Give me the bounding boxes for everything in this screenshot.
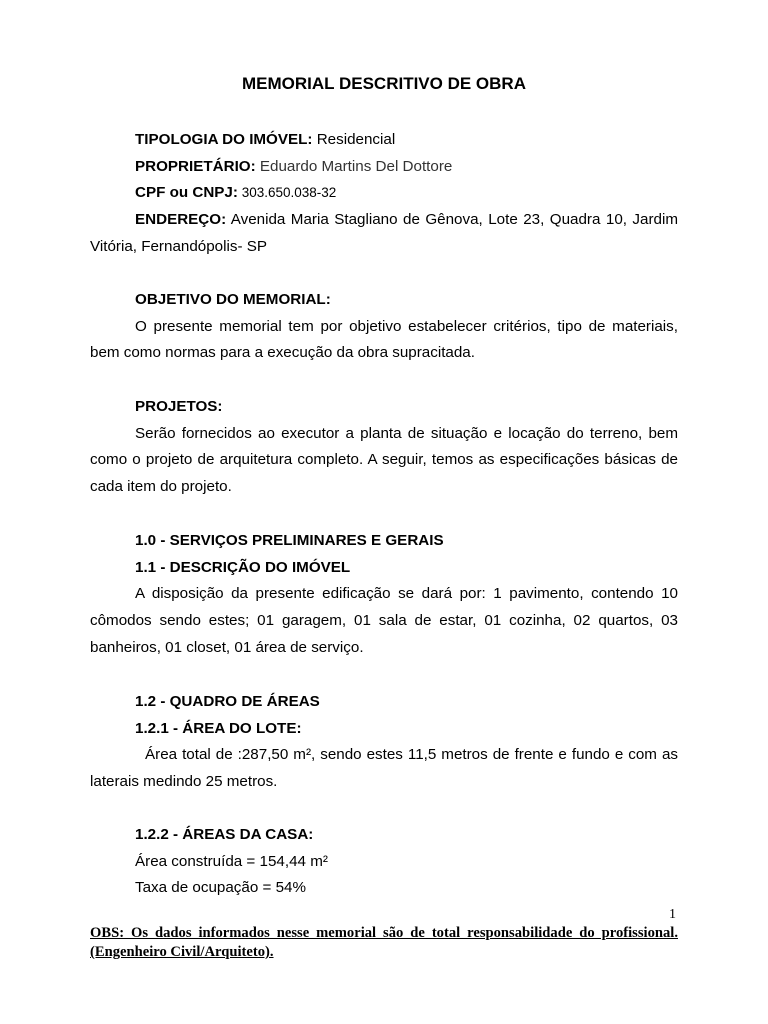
taxa-ocupacao: Taxa de ocupação = 54% bbox=[135, 879, 306, 897]
lote-heading: 1.2.1 - ÁREA DO LOTE: bbox=[135, 719, 302, 737]
area-construida: Área construída = 154,44 m² bbox=[135, 852, 328, 870]
cpf-label: CPF ou CNPJ: bbox=[135, 184, 238, 202]
property-info bbox=[90, 127, 678, 261]
areas-casa-section bbox=[90, 822, 678, 902]
objetivo-section bbox=[90, 287, 678, 367]
servicos-heading: 1.0 - SERVIÇOS PRELIMINARES E GERAIS bbox=[135, 532, 444, 549]
projetos-heading: PROJETOS: bbox=[135, 398, 223, 415]
cpf-line bbox=[90, 180, 678, 207]
descricao-heading: 1.1 - DESCRIÇÃO DO IMÓVEL bbox=[135, 558, 351, 576]
projetos-section bbox=[90, 394, 678, 501]
lote-text: Área total de :287,50 m², sendo estes 11,5 metros de frente e fundo e com as laterais medindo 25 metros. bbox=[90, 746, 678, 791]
document-title: MEMORIAL DESCRITIVO DE OBRA bbox=[242, 74, 526, 93]
tipologia-label: TIPOLOGIA DO IMÓVEL: bbox=[135, 131, 313, 148]
quadro-areas-section bbox=[90, 689, 678, 796]
proprietario-value: Eduardo Martins Del Dottore bbox=[255, 157, 453, 175]
proprietario-label: PROPRIETÁRIO: bbox=[135, 157, 256, 175]
endereco-line bbox=[90, 207, 678, 260]
page-number: 1 bbox=[669, 907, 676, 922]
proprietario-line bbox=[90, 154, 678, 181]
objetivo-heading: OBJETIVO DO MEMORIAL: bbox=[135, 291, 331, 308]
tipologia-line bbox=[90, 127, 678, 154]
descricao-text: A disposição da presente edificação se dará por: 1 pavimento, contendo 10 cômodos sendo estes; 01 garagem, 01 sala de estar, 01 cozinha, 02 quartos, 03 banheiros, 01 closet, 01 área de serviço. bbox=[90, 585, 678, 656]
casa-heading: 1.2.2 - ÁREAS DA CASA: bbox=[135, 826, 314, 843]
tipologia-value: Residencial bbox=[312, 131, 396, 148]
endereco-label: ENDEREÇO: bbox=[135, 211, 227, 229]
projetos-text: Serão fornecidos ao executor a planta de situação e locação do terreno, bem como o projeto de arquitetura completo. A seguir, temos as especificações básicas de cada item do projeto. bbox=[90, 424, 678, 496]
quadro-heading: 1.2 - QUADRO DE ÁREAS bbox=[135, 693, 320, 710]
endereco-value: Avenida Maria Stagliano de Gênova, Lote 23, Quadra 10, Jardim Vitória, Fernandópolis- SP bbox=[90, 211, 678, 255]
cpf-value: 303.650.038-32 bbox=[237, 185, 337, 201]
obs-footnote: OBS: Os dados informados nesse memorial são de total responsabilidade do profissional. (Engenheiro Civil/Arquiteto). bbox=[90, 925, 678, 960]
objetivo-text: O presente memorial tem por objetivo estabelecer critérios, tipo de materiais, bem como normas para a execução da obra supracitada. bbox=[90, 317, 678, 362]
servicos-section bbox=[90, 528, 678, 662]
